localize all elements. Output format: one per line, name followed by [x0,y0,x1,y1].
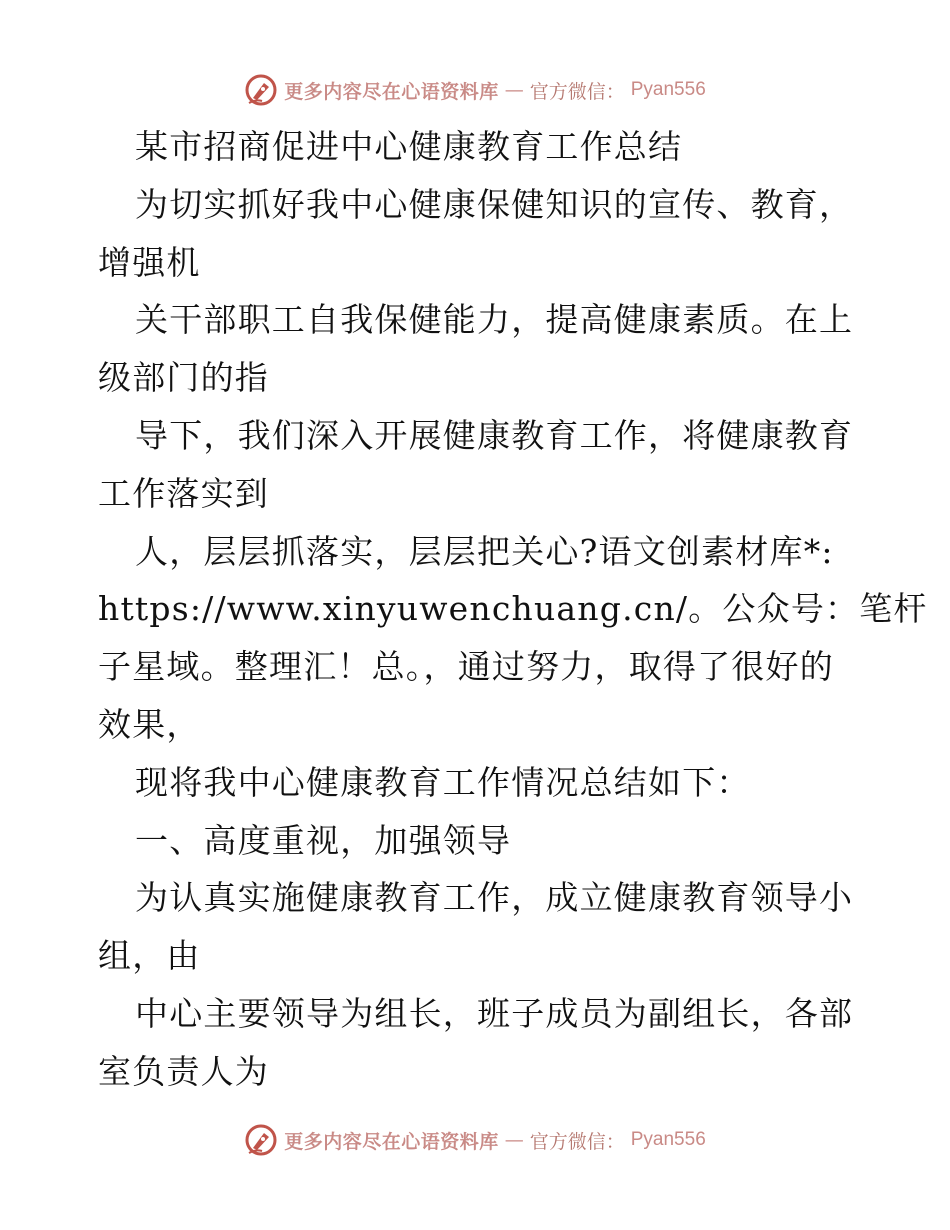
banner-wechat-label: 官方微信： [529,80,625,103]
banner-site-text: 更多内容尽在心语资料库 [284,80,499,103]
banner-separator: — [504,1129,524,1151]
paragraph-line: 人，层层抓落实，层层把关心?语文创素材库*: [135,531,834,571]
paragraph-line: 级部门的指 [98,358,269,398]
paragraph-line: 现将我中心健康教育工作情况总结如下： [135,762,751,802]
paragraph-line-url: https://www.xinyuwenchuang.cn/。公众号：笔杆 [98,589,928,629]
paragraph-line: 室负责人为 [98,1051,269,1091]
document-title: 某市招商促进中心健康教育工作总结 [135,127,683,166]
document-body [98,118,928,1101]
banner-site-text: 更多内容尽在心语资料库 [284,1130,499,1153]
paragraph-line: 效果， [98,704,201,744]
banner-wechat-id: Pyan556 [630,79,706,100]
pen-nib-logo-icon [244,1123,278,1157]
header-banner [0,70,950,110]
banner-wechat-label: 官方微信： [529,1130,625,1153]
pen-nib-logo-icon [244,73,278,107]
paragraph-line: 工作落实到 [98,473,269,513]
paragraph-line: 子星域。整理汇！总。，通过努力，取得了很好的 [98,647,834,687]
section-heading: 一、高度重视，加强领导 [135,820,512,860]
paragraph-line: 关干部职工自我保健能力，提高健康素质。在上 [135,300,854,340]
paragraph-line: 中心主要领导为组长，班子成员为副组长，各部 [135,993,854,1033]
paragraph-line: 为认真实施健康教育工作，成立健康教育领导小 [135,878,854,918]
paragraph-line: 增强机 [98,242,201,282]
banner-wechat-id: Pyan556 [630,1129,706,1150]
footer-banner [0,1120,950,1160]
banner-separator: — [504,79,524,101]
paragraph-line: 组，由 [98,936,201,976]
paragraph-line: 为切实抓好我中心健康保健知识的宣传、教育， [135,184,854,224]
paragraph-line: 导下，我们深入开展健康教育工作，将健康教育 [135,415,854,455]
